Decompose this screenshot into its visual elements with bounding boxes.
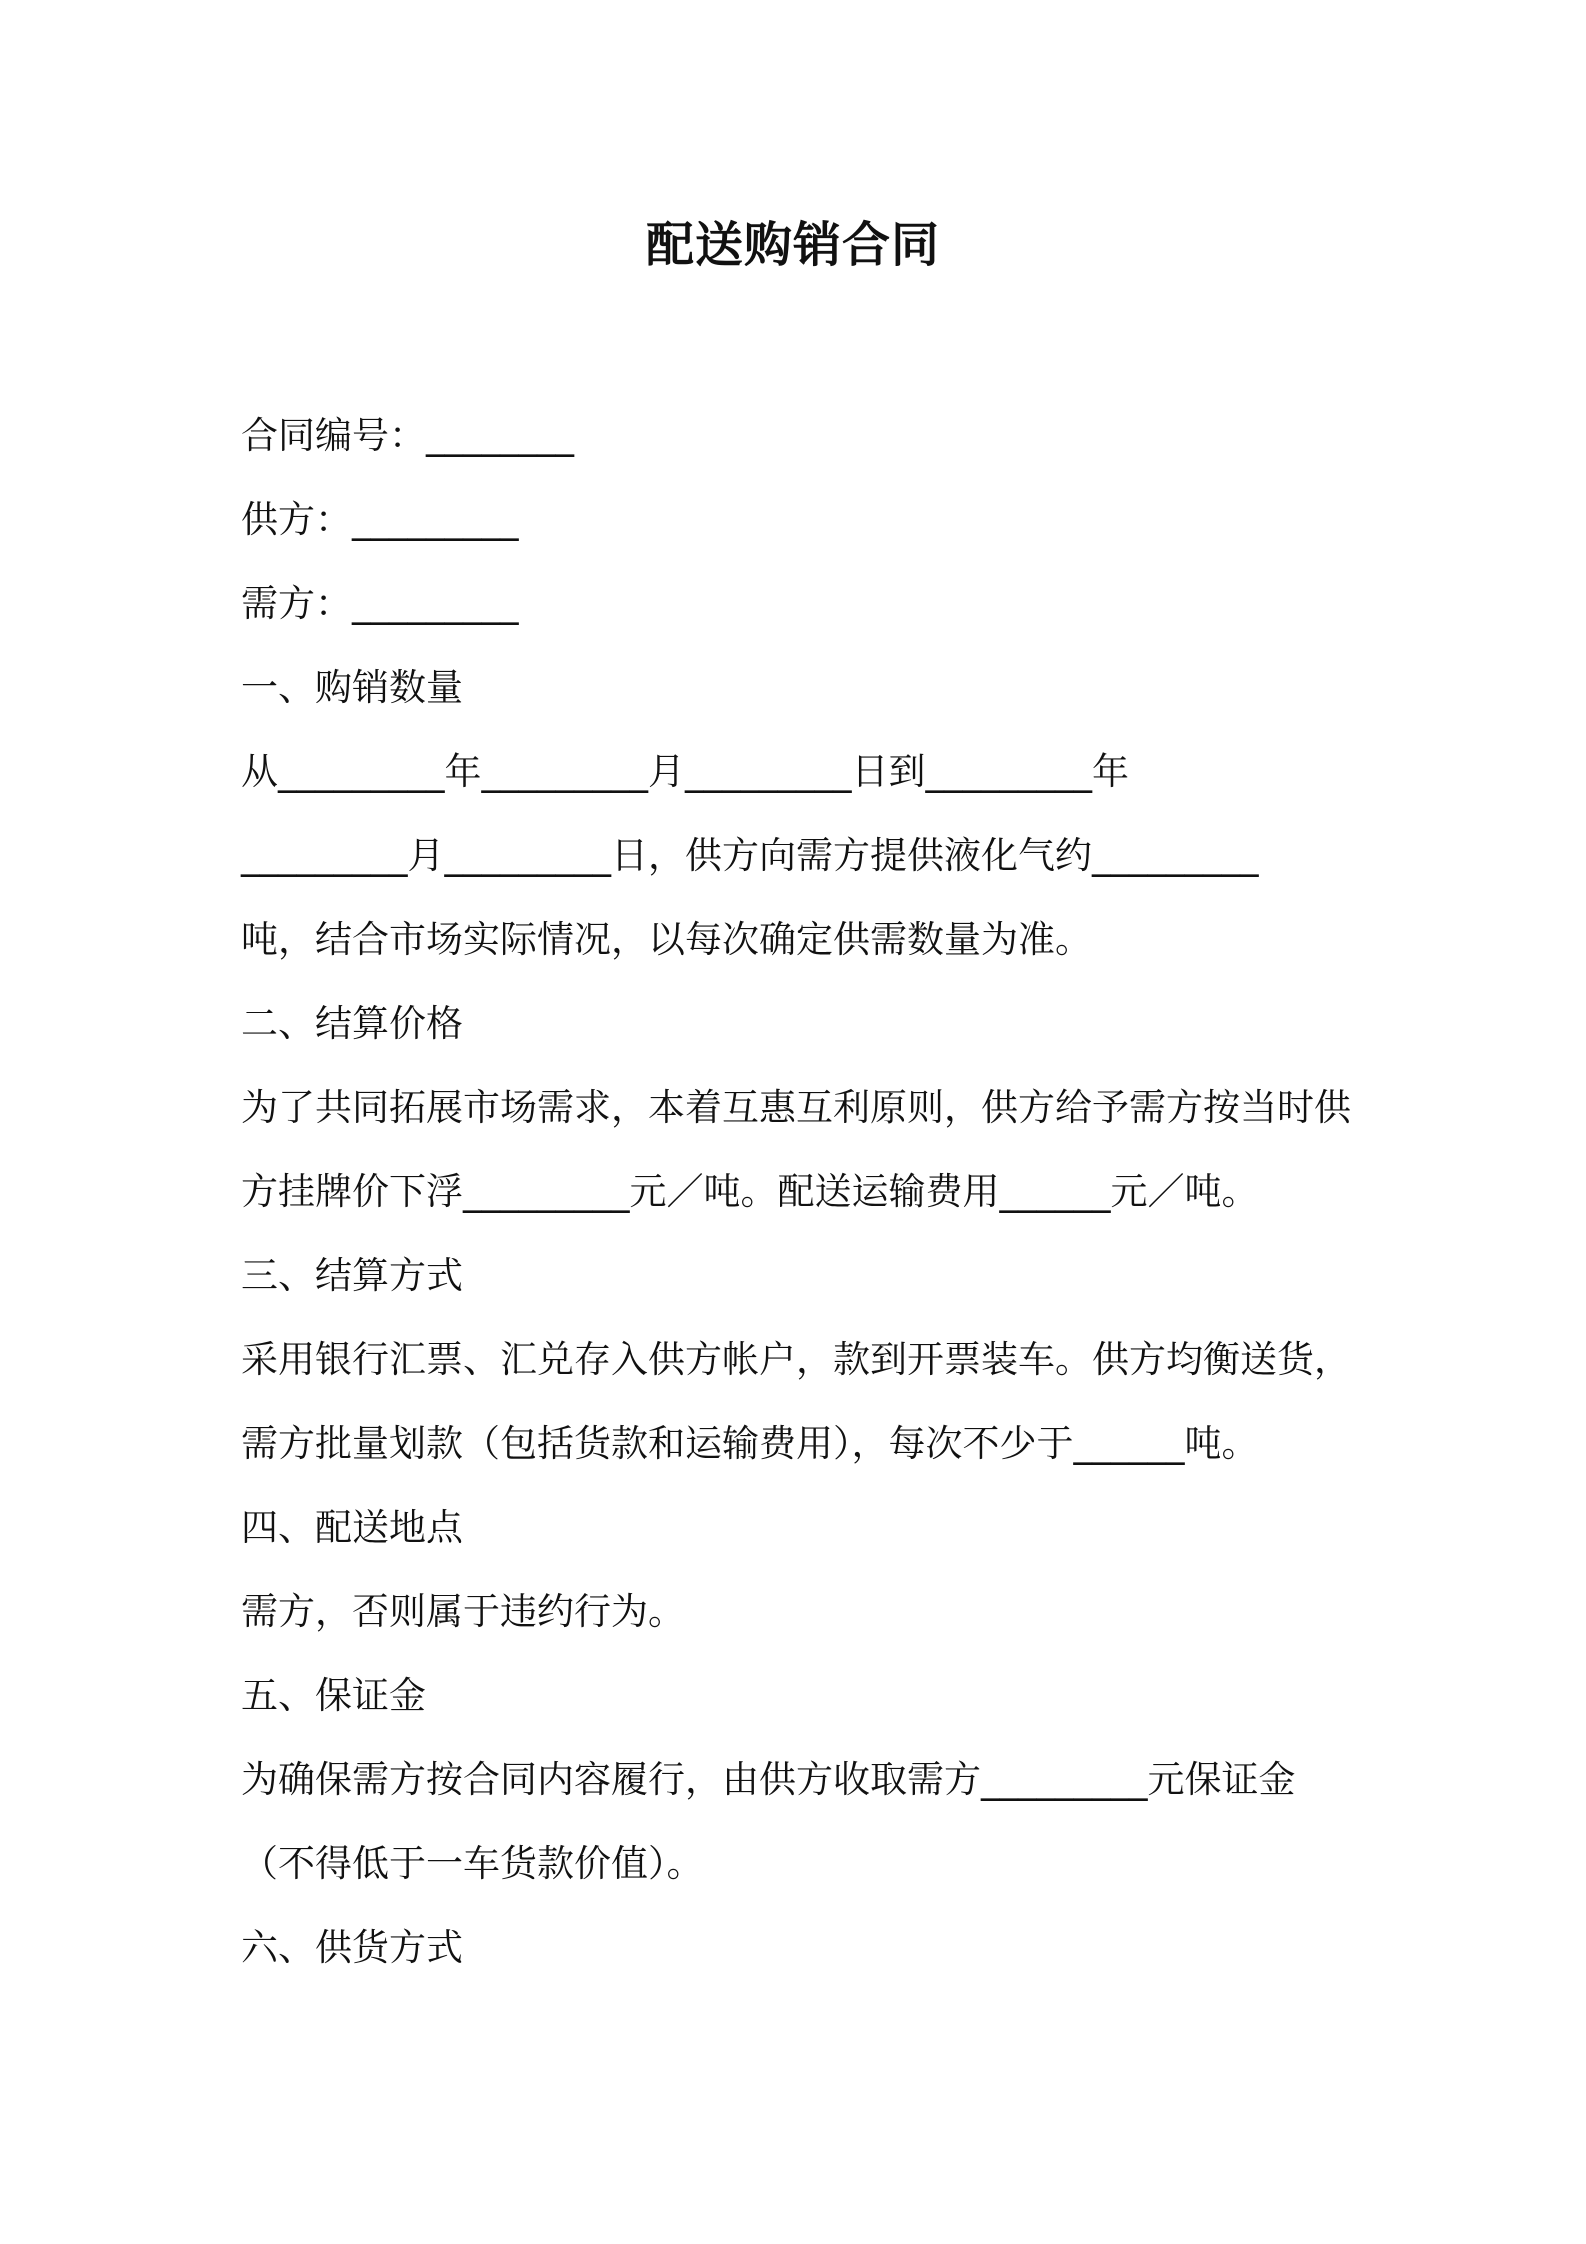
paragraph-line: 需方，否则属于违约行为。 <box>241 1590 685 1633</box>
contract-number-line: 合同编号：________ <box>241 414 574 457</box>
paragraph-line: 采用银行汇票、汇兑存入供方帐户，款到开票装车。供方均衡送货， <box>241 1338 1351 1381</box>
section-heading-deposit: 五、保证金 <box>241 1674 426 1717</box>
buyer-line: 需方：_________ <box>241 582 519 625</box>
supplier-line: 供方：_________ <box>241 498 519 541</box>
paragraph-line: 吨，结合市场实际情况，以每次确定供需数量为准。 <box>241 918 1092 961</box>
section-heading-delivery-location: 四、配送地点 <box>241 1506 463 1549</box>
paragraph-line: 为确保需方按合同内容履行，由供方收取需方_________元保证金 <box>241 1758 1296 1801</box>
section-heading-price: 二、结算价格 <box>241 1002 463 1045</box>
paragraph-line: 从_________年_________月_________日到_________年 <box>241 750 1129 793</box>
paragraph-line: （不得低于一车货款价值）。 <box>241 1842 704 1885</box>
paragraph-line: 为了共同拓展市场需求，本着互惠互利原则，供方给予需方按当时供 <box>241 1086 1351 1129</box>
document-title: 配送购销合同 <box>645 217 940 273</box>
paragraph-line: 需方批量划款（包括货款和运输费用），每次不少于______吨。 <box>241 1422 1259 1465</box>
paragraph-line: 方挂牌价下浮_________元／吨。配送运输费用______元／吨。 <box>241 1170 1259 1213</box>
section-heading-quantity: 一、购销数量 <box>241 666 463 709</box>
document-body <box>241 406 1361 2002</box>
section-heading-settlement: 三、结算方式 <box>241 1254 463 1297</box>
paragraph-line: _________月_________日，供方向需方提供液化气约_________ <box>241 834 1259 877</box>
section-heading-supply-method: 六、供货方式 <box>241 1926 463 1969</box>
